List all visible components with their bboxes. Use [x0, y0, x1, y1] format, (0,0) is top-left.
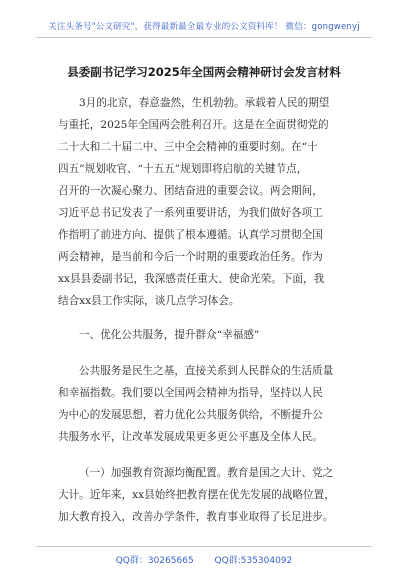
paragraph-line: 和幸福指数。我们要以全国两会精神为指导，坚持以人民	[58, 387, 323, 399]
paragraph-line: 为中心的发展思想，着力优化公共服务供给，不断提升公	[58, 409, 323, 421]
paragraph-line: （一）加强教育资源均衡配置。教育是国之大计、党之	[79, 467, 334, 479]
document-title: 县委副书记学习2025年全国两会精神研讨会发言材料	[67, 65, 341, 79]
paragraph-line: 二十大和二十届二中、三中全会精神的重要时刻。在“十	[58, 141, 318, 153]
paragraph-1	[58, 92, 348, 312]
footer-qq-group-2: QQ群:535304092	[214, 556, 293, 566]
paragraph-line: 作指明了前进方向、提供了根本遵循。认真学习贯彻全国	[58, 229, 323, 241]
paragraph-line: 习近平总书记发表了一系列重要讲话，为我们做好各项工	[58, 207, 323, 219]
paragraph-line: 共服务水平，让改革发展成果更多更公平惠及全体人民。	[58, 431, 323, 443]
paragraph-line: 召开的一次凝心聚力、团结奋进的重要会议。两会期间，	[58, 185, 323, 197]
paragraph-line: 与重托，2025年全国两会胜利召开。这是在全面贯彻党的	[58, 119, 329, 131]
paragraph-line: 3月的北京，春意盎然，生机勃勃。承载着人民的期望	[79, 97, 330, 109]
paragraph-2	[58, 360, 348, 448]
paragraph-line: 公共服务是民生之基，直接关系到人民群众的生活质量	[79, 365, 334, 377]
paragraph-line: xx县县委副书记，我深感责任重大、使命光荣。下面，我	[58, 273, 325, 285]
paragraph-line: 两会精神，是当前和今后一个时期的重要政治任务。作为	[58, 251, 323, 263]
header-divider	[36, 37, 372, 38]
footer-divider	[36, 546, 372, 547]
paragraph-line: 结合xx县工作实际，谈几点学习体会。	[58, 295, 240, 307]
paragraph-line: 大计。近年来，xx县始终把教育摆在优先发展的战略位置，	[58, 489, 335, 501]
document-body	[58, 92, 348, 528]
header-note: 关注头条号"公文研究"，获得最新最全最专业的公文资料库！ 微信：gongwenyj	[48, 22, 360, 32]
paragraph-3	[58, 462, 348, 528]
paragraph-line: 加大教育投入，改善办学条件，教育事业取得了长足进步。	[58, 511, 334, 523]
footer-qq-group-1: QQ群：30265665	[115, 556, 194, 566]
section-heading: 一、优化公共服务，提升群众“幸福感”	[79, 329, 260, 341]
paragraph-line: 四五”规划收官、“十五五”规划即将启航的关键节点，	[58, 163, 308, 175]
footer	[0, 553, 408, 566]
